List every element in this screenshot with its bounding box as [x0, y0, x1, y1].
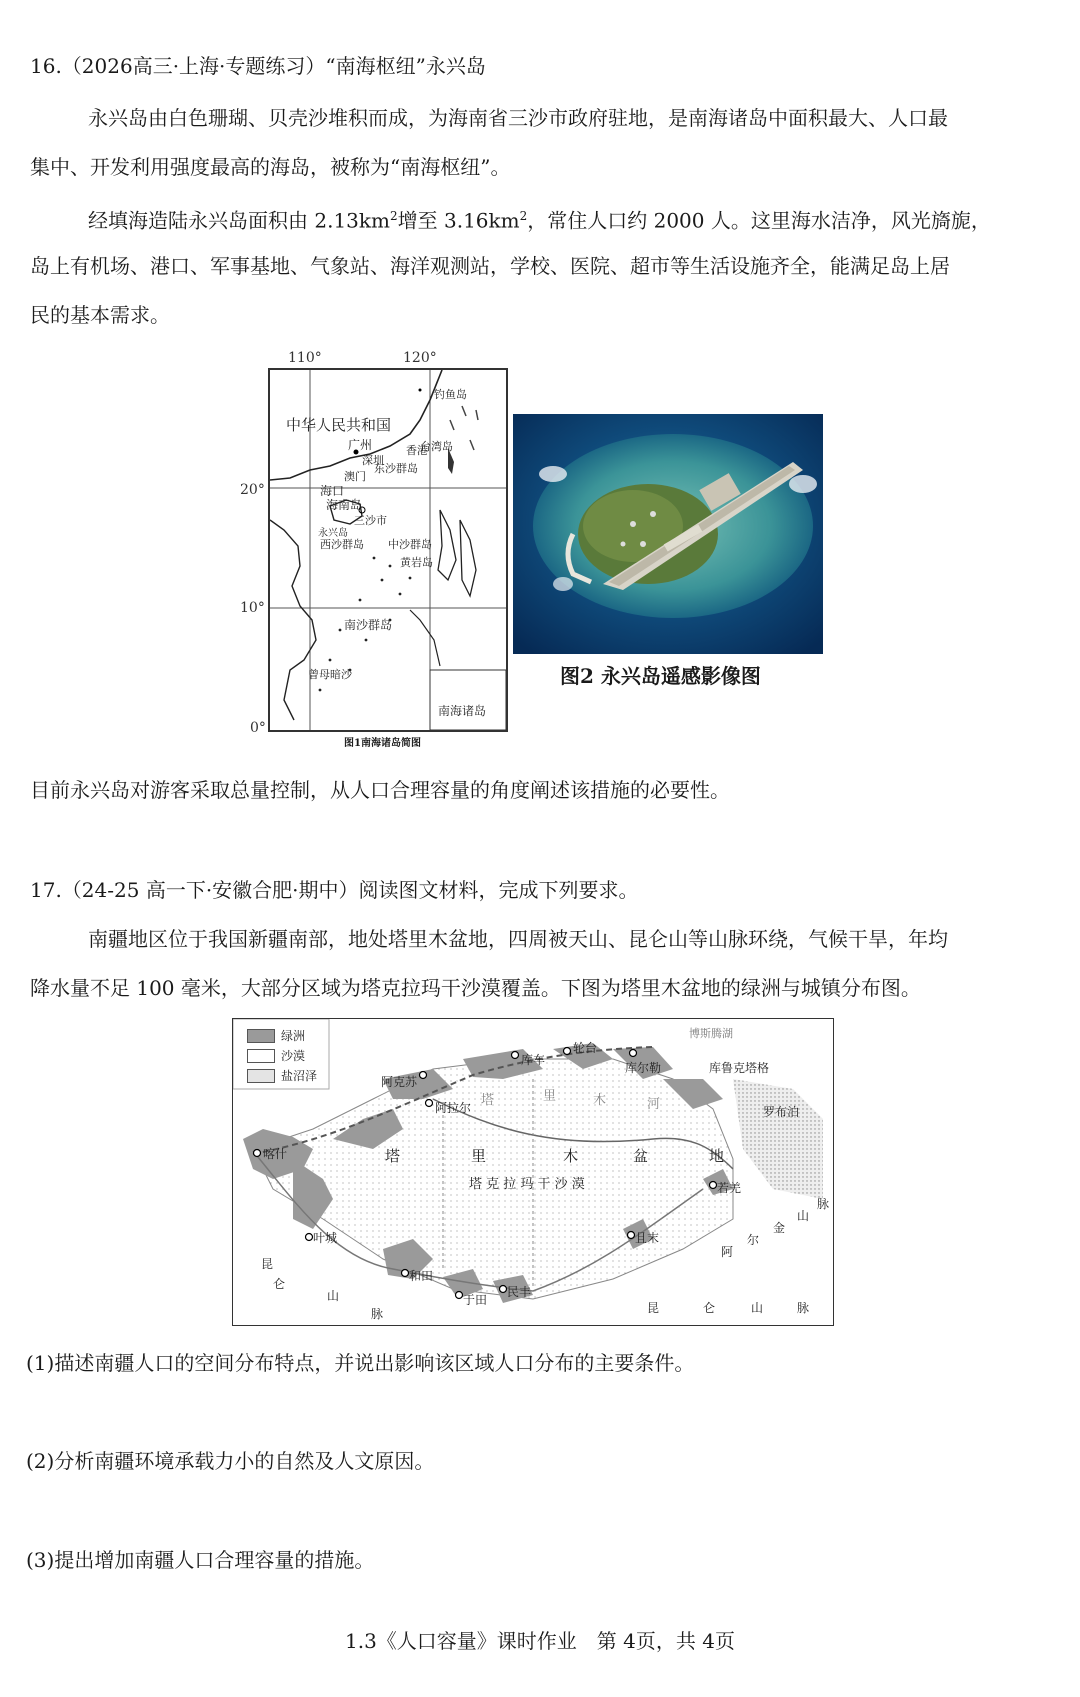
- q16-paragraph1-line1: 永兴岛由白色珊瑚、贝壳沙堆积而成，为海南省三沙市政府驻地，是南海诸岛中面积最大、人口最: [88, 106, 948, 130]
- map-label-dongsha: 东沙群岛: [374, 462, 418, 475]
- map-label-guangzhou: 广州: [348, 438, 373, 452]
- map-label-yongxing: 永兴岛: [318, 528, 348, 539]
- map-label-xisha: 西沙群岛: [320, 538, 364, 551]
- map-label-huangyan: 黄岩岛: [400, 556, 433, 569]
- label-luobupo: 罗布泊: [763, 1105, 800, 1119]
- basin-char-1: 塔: [385, 1147, 401, 1165]
- town-ruoqiang: 若羌: [717, 1181, 742, 1195]
- q17-paragraph-line2: 降水量不足 100 毫米，大部分区域为塔克拉玛干沙漠覆盖。下图为塔里木盆地的绿洲与城镇分布图。: [30, 976, 921, 1000]
- q17-sub1: (1)描述南疆人口的空间分布特点，并说出影响该区域人口分布的主要条件。: [26, 1351, 695, 1375]
- label-kuluke: 库鲁克塔格: [709, 1061, 770, 1075]
- legend-salt-label: 盐沼泽: [281, 1069, 318, 1083]
- altun-char-3: 金: [773, 1221, 786, 1235]
- map-label-zhongsha: 中沙群岛: [388, 538, 432, 551]
- q16-paragraph1-line2: 集中、开发利用强度最高的海岛，被称为“南海枢纽”。: [30, 155, 511, 179]
- map-label-aomen: 澳门: [344, 470, 366, 483]
- map-label-diaoyu: 钓鱼岛: [434, 388, 467, 401]
- q16-paragraph2-line1: 经填海造陆永兴岛面积由 $2.13km^2$增至 $3.16km^2$，常住人口约 2000 人。这里海水洁净，风光旖旎，: [88, 208, 991, 233]
- legend-desert-swatch: [247, 1049, 275, 1063]
- legend-oasis-label: 绿洲: [281, 1029, 306, 1043]
- legend-salt-swatch: [247, 1069, 275, 1083]
- river-char-3: 木: [593, 1093, 607, 1108]
- altun-char-5: 脉: [817, 1197, 830, 1211]
- yongxing-satellite-image: [513, 414, 823, 654]
- q16-question: 目前永兴岛对游客采取总量控制，从人口合理容量的角度阐述该措施的必要性。: [30, 778, 730, 802]
- lake-boston: 博斯腾湖: [689, 1027, 733, 1040]
- altun-char-2: 尔: [747, 1233, 760, 1247]
- inset-label: 南海诸岛: [438, 704, 487, 718]
- altun-char-1: 阿: [721, 1245, 734, 1259]
- town-kuerle: 库尔勒: [625, 1061, 662, 1075]
- river-char-1: 塔: [481, 1093, 495, 1108]
- river-char-2: 里: [543, 1089, 557, 1104]
- map-label-china: 中华人民共和国: [286, 416, 392, 434]
- kunlun-west-char-1: 昆: [261, 1257, 274, 1271]
- basin-char-2: 里: [471, 1147, 487, 1165]
- lon-110-label: 110°: [288, 350, 322, 366]
- lon-120-label: 120°: [403, 350, 437, 366]
- map-label-shenzhen: 深圳: [362, 454, 384, 467]
- map-label-xianggang: 香港: [406, 444, 428, 457]
- town-yutian: 于田: [463, 1293, 488, 1307]
- q16-paragraph2-line3: 民的基本需求。: [30, 303, 170, 327]
- river-char-4: 河: [647, 1097, 661, 1112]
- basin-char-4: 盆: [633, 1147, 649, 1165]
- legend-oasis-swatch: [247, 1029, 275, 1043]
- legend-desert-label: 沙漠: [281, 1049, 306, 1063]
- map-label-sansha: 三沙市: [354, 514, 387, 527]
- figure2-caption: 图2 永兴岛遥感影像图: [560, 664, 761, 688]
- q17-title: 17.（24-25 高一下·安徽合肥·期中）阅读图文材料，完成下列要求。: [30, 878, 639, 902]
- q17-sub3: (3)提出增加南疆人口合理容量的措施。: [26, 1548, 375, 1572]
- south-china-sea-map: [268, 368, 508, 732]
- town-alaer: 阿拉尔: [435, 1101, 472, 1115]
- basin-char-5: 地: [709, 1147, 725, 1165]
- q17-sub2: (2)分析南疆环境承载力小的自然及人文原因。: [26, 1449, 435, 1473]
- q16-title: 16.（2026高三·上海·专题练习）“南海枢纽”永兴岛: [30, 54, 486, 78]
- kunlun-south-char-3: 山: [751, 1301, 764, 1315]
- map-label-nansha: 南沙群岛: [344, 618, 393, 632]
- map-label-haikou: 海口: [320, 484, 345, 498]
- town-kashi: 喀什: [263, 1147, 288, 1161]
- tarim-basin-map: [232, 1018, 834, 1326]
- town-qiemo: 且末: [635, 1231, 660, 1245]
- page-footer: 1.3《人口容量》课时作业 第 4页，共 4页: [345, 1629, 735, 1653]
- lat-0-label: 0°: [250, 720, 266, 736]
- kunlun-west-char-2: 仑: [273, 1277, 286, 1291]
- altun-char-4: 山: [797, 1209, 810, 1223]
- q17-paragraph-line1: 南疆地区位于我国新疆南部，地处塔里木盆地，四周被天山、昆仑山等山脉环绕，气候干旱，年均: [88, 927, 948, 951]
- town-akesu: 阿克苏: [381, 1075, 418, 1089]
- map-label-zengmu: 曾母暗沙: [308, 668, 352, 681]
- town-yecheng: 叶城: [313, 1231, 338, 1245]
- town-hetian: 和田: [409, 1269, 434, 1283]
- map-label-hainan: 海南岛: [326, 498, 363, 512]
- kunlun-south-char-2: 仑: [703, 1301, 716, 1315]
- label-taklamakan: 塔 克 拉 玛 干 沙 漠: [469, 1177, 585, 1192]
- q16-paragraph2-line2: 岛上有机场、港口、军事基地、气象站、海洋观测站，学校、医院、超市等生活设施齐全，能满足岛上居: [30, 254, 950, 278]
- kunlun-west-char-4: 脉: [371, 1307, 384, 1321]
- kunlun-south-char-1: 昆: [647, 1301, 660, 1315]
- basin-char-3: 木: [563, 1147, 579, 1165]
- map-label-taiwan: 台湾岛: [420, 440, 453, 453]
- lat-20-label: 20°: [240, 482, 265, 498]
- lat-10-label: 10°: [240, 600, 265, 616]
- kunlun-south-char-4: 脉: [797, 1301, 810, 1315]
- satellite-drawing: [513, 414, 823, 654]
- town-minfeng: 民丰: [507, 1285, 532, 1299]
- kunlun-west-char-3: 山: [327, 1289, 340, 1303]
- figure1-caption: 图1南海诸岛简图: [344, 738, 421, 749]
- town-kuche: 库车: [521, 1053, 546, 1067]
- town-luntai: 轮台: [573, 1041, 598, 1055]
